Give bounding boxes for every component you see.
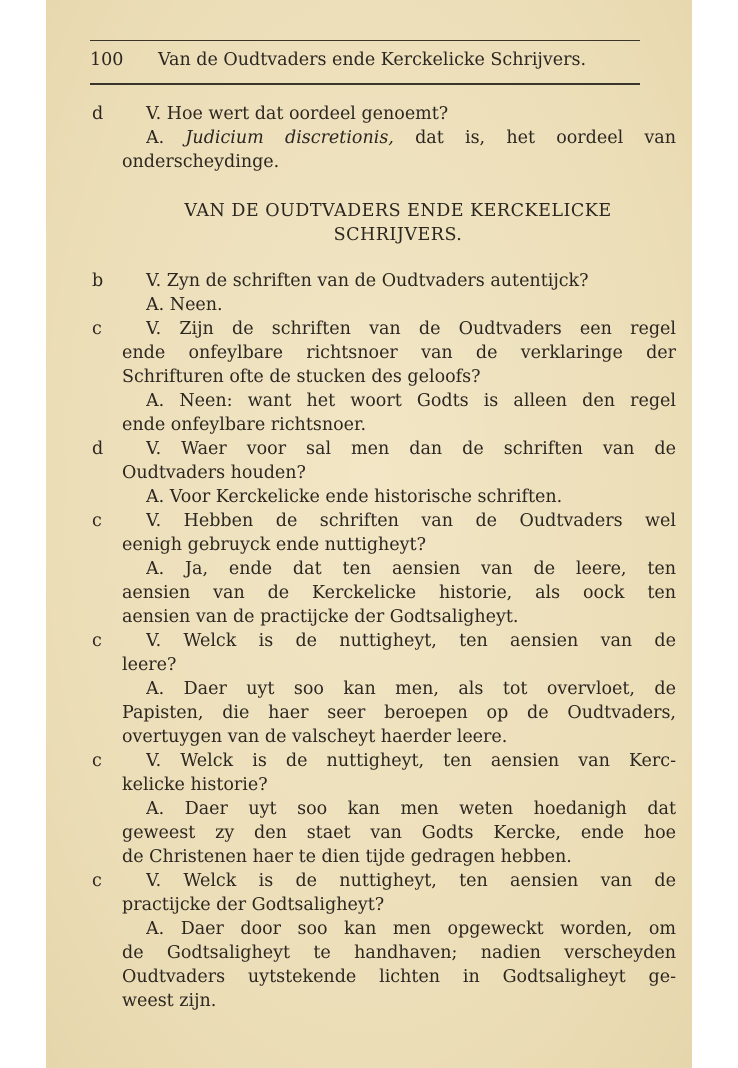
question-line: V. Waer voor sal men dan de schriften van de [146, 439, 676, 459]
header-top-rule [90, 40, 640, 41]
text-line: leere? [122, 655, 177, 675]
question-line: V. Zijn de schriften van de Oudtvaders een regel [146, 319, 676, 339]
margin-marker: c [92, 751, 102, 771]
text-line: aensien van de practijcke der Godtsaligheyt. [122, 607, 519, 627]
answer-line [146, 126, 676, 150]
text-line: de Godtsaligheyt te handhaven; nadien verscheyden [122, 943, 676, 963]
header-bottom-rule [90, 83, 640, 85]
text-line: eenigh gebruyck ende nuttigheyt? [122, 535, 426, 555]
answer-line: A. Daer uyt soo kan men, als tot overvloet, de [146, 679, 676, 699]
text-line: ende onfeylbare richtsnoer. [122, 415, 367, 435]
section-heading-line-2: SCHRIJVERS. [333, 225, 463, 245]
text-line: Papisten, die haer seer beroepen op de Oudtvaders, [122, 703, 676, 723]
answer-line: A. Daer door soo kan men opgeweckt worden, om [146, 919, 676, 939]
answer-line: A. Daer uyt soo kan men weten hoedanigh dat [146, 799, 676, 819]
answer-continuation: onderscheydinge. [122, 152, 280, 172]
answer-prefix: A. [146, 128, 165, 148]
question-line: V. Hebben de schriften van de Oudtvaders wel [146, 511, 676, 531]
text-line: kelicke historie? [122, 775, 268, 795]
answer-line: A. Ja, ende dat ten aensien van de leere, ten [146, 559, 676, 579]
text-line: aensien van de Kerckelicke historie, als oock ten [122, 583, 676, 603]
latin-term: Judicium discretionis, [185, 128, 394, 148]
text-line: geweest zy den staet van Godts Kercke, ende hoe [122, 823, 676, 843]
margin-marker: d [92, 104, 104, 124]
question-line: V. Welck is de nuttigheyt, ten aensien van de [146, 631, 676, 651]
running-title: Van de Oudtvaders ende Kerckelicke Schrijvers. [158, 50, 587, 70]
question-line: V. Hoe wert dat oordeel genoemt? [146, 104, 449, 124]
margin-marker: c [92, 511, 102, 531]
margin-marker: b [92, 271, 104, 291]
text-line: overtuygen van de valscheyt haerder leere. [122, 727, 508, 747]
text-line: ende onfeylbare richtsnoer van de verklaringe der [122, 343, 676, 363]
section-heading-line-1: VAN DE OUDTVADERS ENDE KERCKELICKE [184, 201, 612, 221]
question-line: V. Zyn de schriften van de Oudtvaders autentijck? [146, 271, 589, 291]
margin-marker: d [92, 439, 104, 459]
text-line: Oudtvaders houden? [122, 463, 306, 483]
text-line: practijcke der Godtsaligheyt? [122, 895, 385, 915]
margin-marker: c [92, 871, 102, 891]
text-line: de Christenen haer te dien tijde gedragen hebben. [122, 847, 572, 867]
margin-marker: c [92, 319, 102, 339]
page-number: 100 [90, 50, 124, 70]
text-line: weest zijn. [122, 991, 217, 1011]
margin-marker: c [92, 631, 102, 651]
answer-line: A. Neen. [146, 295, 223, 315]
answer-line: A. Neen: want het woort Godts is alleen den regel [146, 391, 676, 411]
running-header [90, 50, 640, 70]
question-line: V. Welck is de nuttigheyt, ten aensien van Kerc- [146, 751, 676, 771]
question-line: V. Welck is de nuttigheyt, ten aensien van de [146, 871, 676, 891]
answer-rest: dat is, het oordeel van [415, 128, 676, 148]
text-line: Oudtvaders uytstekende lichten in Godtsaligheyt ge- [122, 967, 676, 987]
answer-line: A. Voor Kerckelicke ende historische schriften. [146, 487, 563, 507]
text-line: Schrifturen ofte de stucken des geloofs? [122, 367, 481, 387]
